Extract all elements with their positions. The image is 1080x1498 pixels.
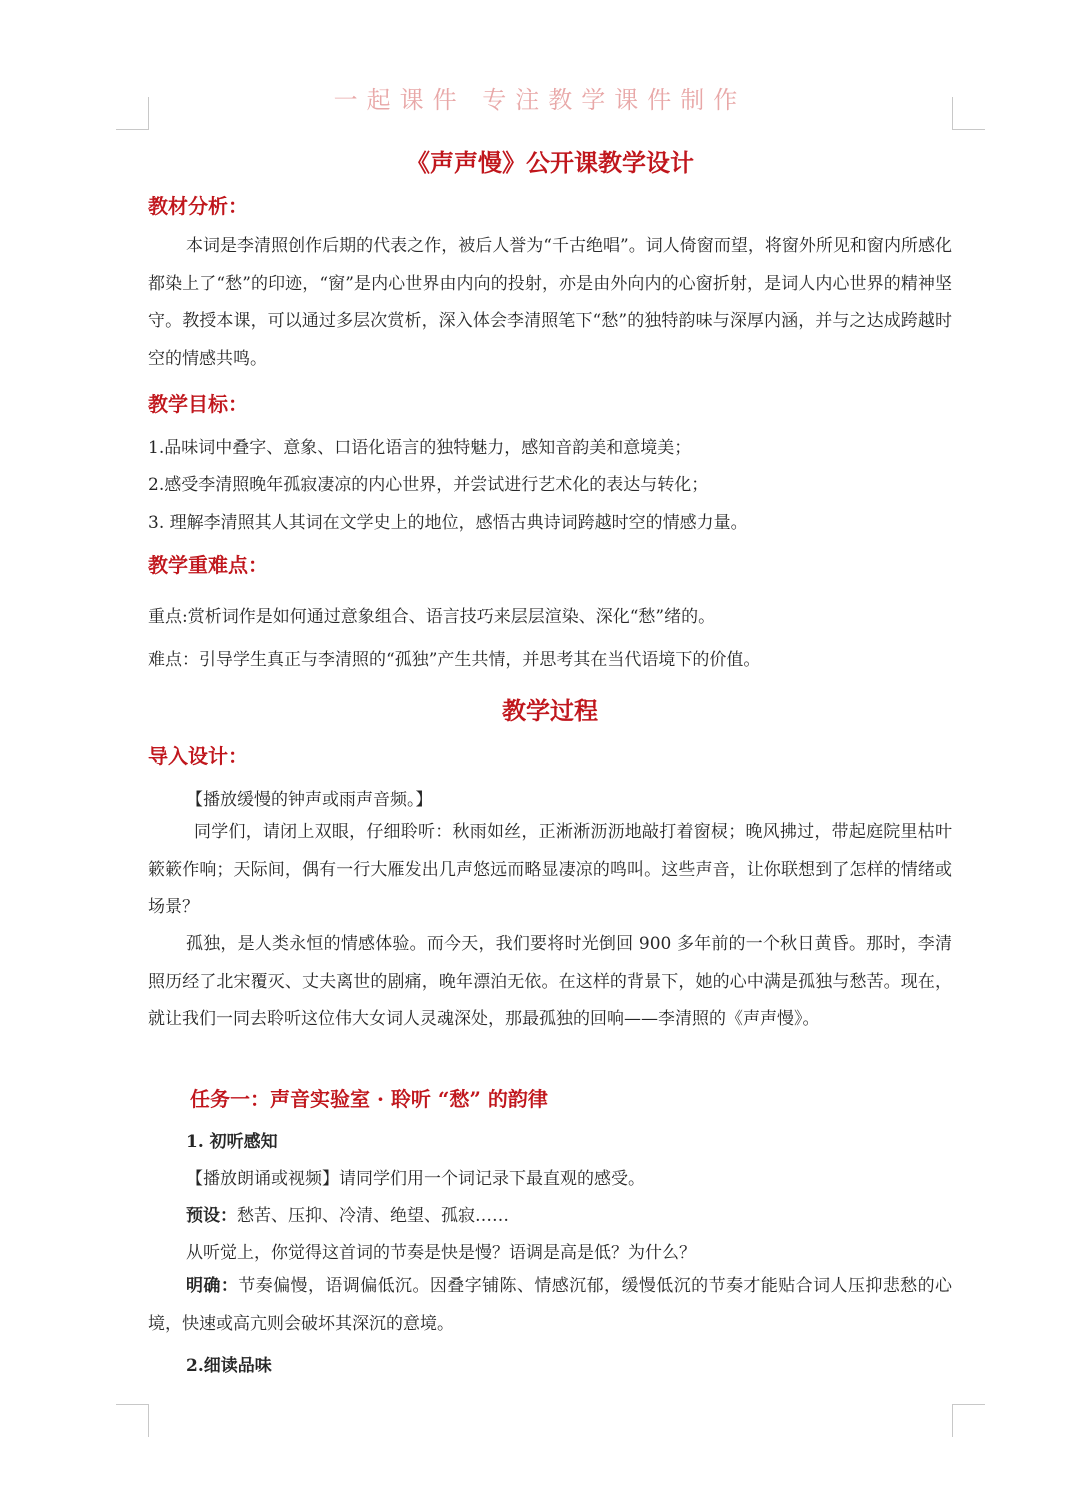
goal-item-1: 1.品味词中叠字、意象、口语化语言的独特魅力，感知音韵美和意境美； <box>148 438 692 458</box>
analysis-paragraph: 本词是李清照创作后期的代表之作，被后人誉为“千古绝唱”。词人倚窗而望，将窗外所见和窗内所感化都染上了“愁”的印迹，“窗”是内心世界由内向的投射，亦是由外向内的心窗折射，是词人内心世界的精神坚守。教授本课，可以通过多层次赏析，深入体会李清照笔下“愁”的独特韵味与深厚内涵，并与之达成跨越时空的情感共鸣。 <box>148 236 952 369</box>
task1-heading: 任务一：声音实验室 · 聆听 “愁” 的韵律 <box>190 1087 548 1111</box>
preset-text: 愁苦、压抑、冷清、绝望、孤寂…… <box>237 1206 509 1226</box>
crop-mark-bottom-left <box>116 1404 149 1437</box>
clarify-text: 节奏偏慢，语调偏低沉。因叠字铺陈、情感沉郁，缓慢低沉的节奏才能贴合词人压抑悲愁的心境，快速或高亢则会破坏其深沉的意境。 <box>148 1276 953 1334</box>
analysis-heading: 教材分析： <box>148 194 248 218</box>
intro-paragraph-1: 同学们，请闭上双眼，仔细聆听：秋雨如丝，正淅淅沥沥地敲打着窗棂；晚风拂过，带起庭院里枯叶簌簌作响；天际间，偶有一行大雁发出几声悠远而略显凄凉的鸣叫。这些声音，让你联想到了怎样的情绪或场景？ <box>148 822 952 917</box>
clarify-label: 明确： <box>186 1276 239 1296</box>
process-title: 教学过程 <box>502 696 598 725</box>
task1-clarify <box>148 1268 952 1343</box>
intro-paragraph-2: 孤独，是人类永恒的情感体验。而今天，我们要将时光倒回 900 多年前的一个秋日黄昏。那时，李清照历经了北宋覆灭、丈夫离世的剧痛，晚年漂泊无依。在这样的背景下，她的心中满是孤独与愁苦。现在，就让我们一同去聆听这位伟大女词人灵魂深处，那最孤独的回响——李清照的《声声慢》。 <box>148 934 952 1029</box>
task1-step1-title: 1. 初听感知 <box>186 1132 278 1152</box>
task1-step2-title: 2.细读品味 <box>186 1356 272 1376</box>
goal-item-3: 3. 理解李清照其人其词在文学史上的地位，感悟古典诗词跨越时空的情感力量。 <box>148 513 748 533</box>
keypoint-difficulty: 难点：引导学生真正与李清照的“孤独”产生共情，并思考其在当代语境下的价值。 <box>148 650 761 670</box>
intro-heading: 导入设计： <box>148 744 248 768</box>
task1-question: 从听觉上，你觉得这首词的节奏是快是慢？语调是高是低？为什么？ <box>186 1243 696 1263</box>
task1-step1-text: 【播放朗诵或视频】请同学们用一个词记录下最直观的感受。 <box>186 1169 645 1189</box>
goals-heading: 教学目标： <box>148 392 248 416</box>
keypoints-heading: 教学重难点： <box>148 553 268 577</box>
preset-label: 预设： <box>186 1206 237 1226</box>
task1-preset <box>186 1201 509 1226</box>
crop-mark-bottom-right <box>952 1404 985 1437</box>
document-title: 《声声慢》公开课教学设计 <box>406 148 694 177</box>
page-header: 一起课件 专注教学课件制作 <box>333 86 747 114</box>
intro-audio-note: 【播放缓慢的钟声或雨声音频。】 <box>186 790 433 810</box>
keypoint-focus: 重点:赏析词作是如何通过意象组合、语言技巧来层层渲染、深化“愁”绪的。 <box>148 607 716 627</box>
goal-item-2: 2.感受李清照晚年孤寂凄凉的内心世界，并尝试进行艺术化的表达与转化； <box>148 475 709 495</box>
